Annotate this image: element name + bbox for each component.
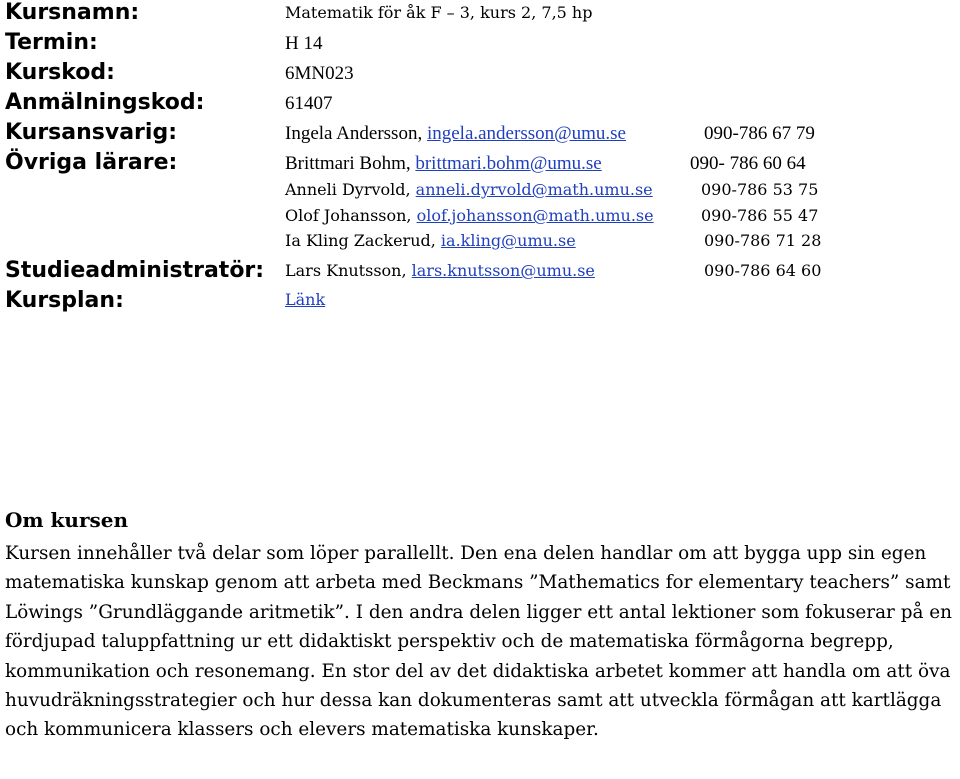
responsible-name: Ingela Andersson,	[285, 123, 427, 144]
about-course-text: Kursen innehåller två delar som löper parallellt. Den ena delen handlar om att bygga upp sin egen matematiska kunskap genom att arbeta med Beckmans ”Mathematics for elementary teachers” samt Löwings ”Grundläggande aritmetik”. I den andra delen ligger ett antal lektioner som fokuserar på en fördjupad taluppfattning ur ett didaktiskt perspektiv och de matematiska förmågorna begrepp, kommunikation och resonemang. En stor del av det didaktiska arbetet kommer att handla om att öva huvudräkningsstrategier och hur dessa kan dokumenteras samt att utveckla förmågan att kartlägga och kommunicera klassers och elevers matematiska kunskaper.	[5, 543, 953, 741]
teacher-name: Ia Kling Zackerud,	[285, 231, 441, 250]
syllabus-value	[285, 292, 325, 308]
course-responsible-contact	[285, 124, 626, 143]
teacher-contact	[285, 154, 602, 173]
teacher-email-link[interactable]: anneli.dyrvold@math.umu.se	[415, 180, 653, 199]
course-code-value: 6MN023	[285, 63, 354, 84]
teacher-phone: 090- 786 60 64	[690, 153, 806, 174]
about-course-heading: Om kursen	[5, 508, 129, 532]
term-value: H 14	[285, 33, 323, 54]
teacher-phone: 090-786 53 75	[701, 180, 819, 199]
course-name-value: Matematik för åk F – 3, kurs 2, 7,5 hp	[285, 3, 593, 22]
registration-code-value: 61407	[285, 93, 333, 114]
responsible-email-link[interactable]: ingela.andersson@umu.se	[426, 123, 626, 144]
registration-code-label: Anmälningskod:	[5, 90, 205, 115]
teacher-contact	[285, 233, 576, 249]
teacher-name: Brittmari Bohm,	[285, 153, 416, 174]
teacher-contact	[285, 182, 653, 198]
administrator-name: Lars Knutsson,	[285, 261, 412, 280]
administrator-contact	[285, 263, 595, 279]
administrator-phone: 090-786 64 60	[704, 261, 822, 280]
teacher-email-link[interactable]: ia.kling@umu.se	[440, 231, 576, 250]
course-name-label: Kursnamn:	[5, 0, 140, 25]
teacher-email-link[interactable]: olof.johansson@math.umu.se	[416, 206, 654, 225]
study-administrator-label: Studieadministratör:	[5, 258, 265, 283]
teacher-phone: 090-786 71 28	[704, 231, 822, 250]
administrator-email-link[interactable]: lars.knutsson@umu.se	[411, 261, 595, 280]
teacher-contact	[285, 208, 654, 224]
syllabus-link[interactable]: Länk	[285, 290, 326, 309]
term-label: Termin:	[5, 30, 98, 55]
responsible-phone: 090-786 67 79	[704, 123, 815, 144]
teacher-name: Olof Johansson,	[285, 206, 417, 225]
course-code-label: Kurskod:	[5, 60, 115, 85]
teacher-email-link[interactable]: brittmari.bohm@umu.se	[415, 153, 602, 174]
teacher-name: Anneli Dyrvold,	[285, 180, 416, 199]
teacher-phone: 090-786 55 47	[701, 206, 819, 225]
course-responsible-label: Kursansvarig:	[5, 120, 177, 145]
syllabus-label: Kursplan:	[5, 288, 124, 313]
other-teachers-label: Övriga lärare:	[5, 150, 178, 175]
